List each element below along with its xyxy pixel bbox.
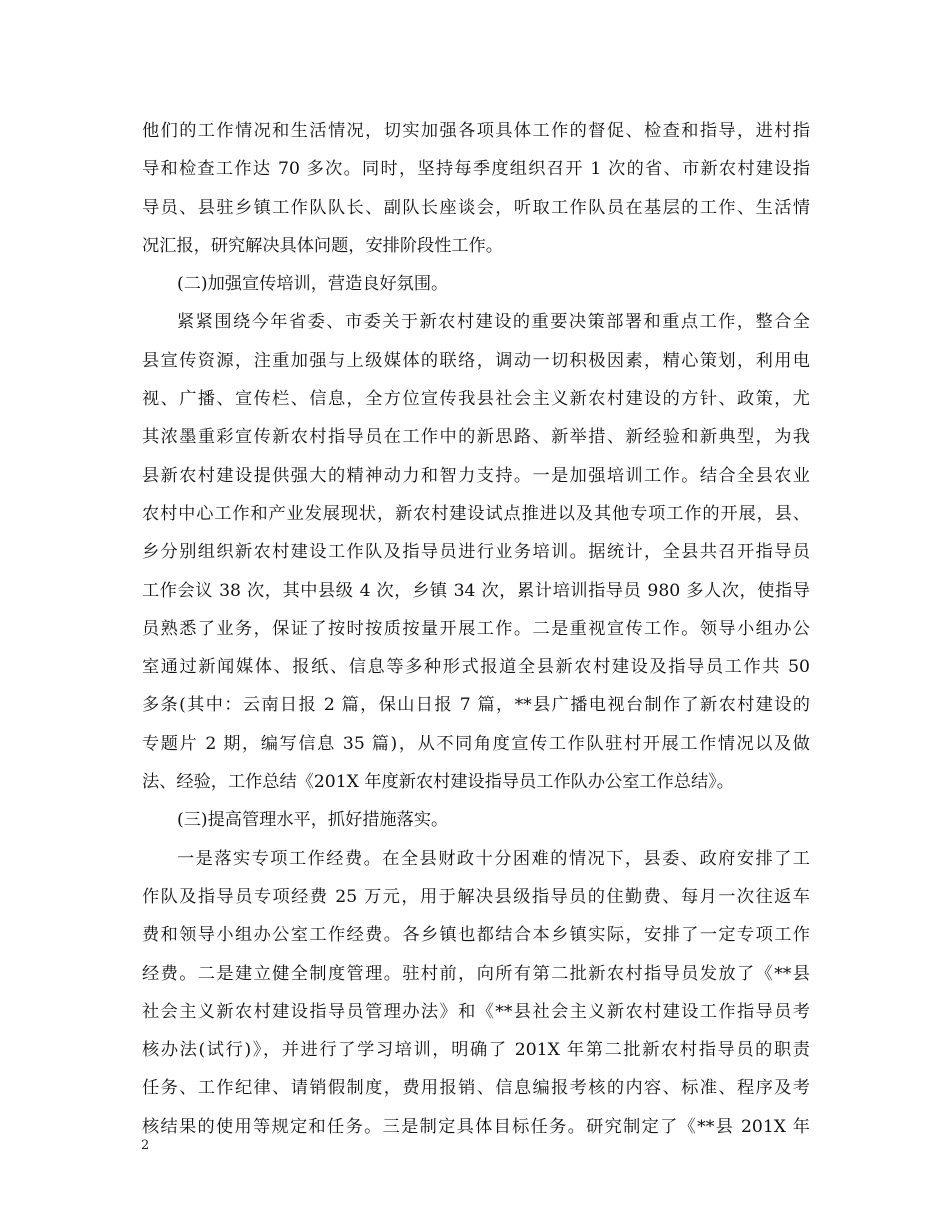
text-line: 视、广播、宣传栏、信息，全方位宣传我县社会主义新农村建设的方针、政策，尤 [142, 389, 810, 410]
text-line: 任务、工作纪律、请销假制度，费用报销、信息编报考核的内容、标准、程序及考 [142, 1078, 810, 1099]
text-line: 多条(其中：云南日报 2 篇，保山日报 7 篇，**县广播电视台制作了新农村建设的 [142, 695, 810, 716]
text-line: 核结果的使用等规定和任务。三是制定具体目标任务。研究制定了《**县 201X 年 [142, 1116, 810, 1137]
text-line: 一是落实专项工作经费。在全县财政十分困难的情况下，县委、政府安排了工 [177, 848, 810, 869]
text-line: 专题片 2 期，编写信息 35 篇)，从不同角度宣传工作队驻村开展工作情况以及做 [142, 733, 810, 754]
text-line: 县宣传资源，注重加强与上级媒体的联络，调动一切积极因素，精心策划，利用电 [142, 350, 810, 371]
text-line: 室通过新闻媒体、报纸、信息等多种形式报道全县新农村建设及指导员工作共 50 [142, 657, 810, 678]
text-line: 社会主义新农村建设指导员管理办法》和《**县社会主义新农村建设工作指导员考 [142, 1001, 810, 1022]
text-line: 农村中心工作和产业发展现状，新农村建设试点推进以及其他专项工作的开展，县、 [142, 503, 810, 524]
text-line: 作队及指导员专项经费 25 万元，用于解决县级指导员的住勤费、每月一次往返车 [142, 886, 810, 907]
text-line: 费和领导小组办公室工作经费。各乡镇也都结合本乡镇实际，安排了一定专项工作 [142, 925, 810, 946]
text-line: (二)加强宣传培训，营造良好氛围。 [177, 274, 449, 295]
text-line: 工作会议 38 次，其中县级 4 次，乡镇 34 次，累计培训指导员 980 多人次，使指导 [142, 580, 810, 601]
text-line: 核办法(试行)》，并进行了学习培训，明确了 201X 年第二批新农村指导员的职责 [142, 1040, 810, 1061]
text-line: 员熟悉了业务，保证了按时按质按量开展工作。二是重视宣传工作。领导小组办公 [142, 618, 810, 639]
text-line: 导员、县驻乡镇工作队队长、副队长座谈会，听取工作队员在基层的工作、生活情 [142, 197, 810, 218]
text-line: 他们的工作情况和生活情况，切实加强各项具体工作的督促、检查和指导，进村指 [142, 121, 810, 141]
page-number: 2 [141, 1138, 150, 1153]
text-line: 法、经验，工作总结《201X 年度新农村建设指导员工作队办公室工作总结》。 [142, 772, 734, 793]
text-line: 其浓墨重彩宣传新农村指导员在工作中的新思路、新举措、新经验和新典型，为我 [142, 427, 810, 448]
document-body [142, 112, 810, 1146]
text-line: 经费。二是建立健全制度管理。驻村前，向所有第二批新农村指导员发放了《**县 [142, 963, 810, 984]
text-line: 导和检查工作达 70 多次。同时，坚持每季度组织召开 1 次的省、市新农村建设指 [142, 159, 810, 180]
text-line: 况汇报，研究解决具体问题，安排阶段性工作。 [142, 235, 503, 256]
text-line: 县新农村建设提供强大的精神动力和智力支持。一是加强培训工作。结合全县农业 [142, 465, 810, 486]
text-line: 紧紧围绕今年省委、市委关于新农村建设的重要决策部署和重点工作，整合全 [177, 312, 810, 333]
text-line: 乡分别组织新农村建设工作队及指导员进行业务培训。据统计，全县共召开指导员 [142, 542, 810, 563]
text-line: (三)提高管理水平，抓好措施落实。 [177, 810, 449, 831]
